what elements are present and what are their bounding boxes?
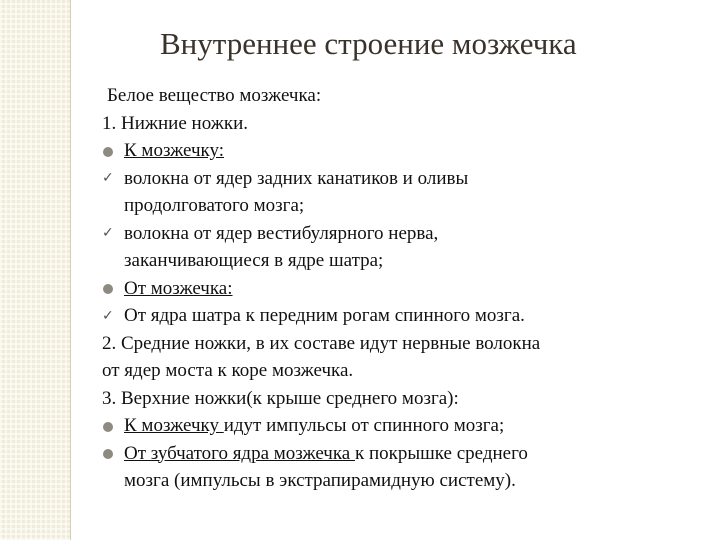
bullet-icon — [102, 275, 122, 302]
checkmark-icon: ✓ — [102, 307, 114, 324]
check-text: волокна от ядер задних канатиков и оливы — [124, 167, 469, 189]
side-divider — [70, 0, 71, 540]
check-text: От ядра шатра к передним рогам спинного мозга. — [124, 305, 525, 326]
line-upper-peduncles: 3. Верхние ножки(к крыше среднего мозга): — [102, 387, 459, 409]
bullet-upper-to-cerebellum — [102, 412, 702, 440]
check-item-tent-nucleus — [102, 302, 702, 330]
line-lower-peduncles: 1. Нижние ножки. — [102, 112, 249, 134]
side-pattern-decoration — [0, 0, 70, 540]
bullet-icon — [102, 440, 122, 467]
check-text: волокна от ядер вестибулярного нерва, — [124, 222, 439, 244]
bullet-icon — [102, 412, 122, 439]
checkmark-icon: ✓ — [102, 170, 114, 187]
checkmark-icon: ✓ — [102, 225, 114, 242]
bullet-dentate-nucleus — [102, 440, 702, 468]
bullet-underlined-text: От зубчатого ядра мозжечка — [124, 442, 355, 464]
line-middle-peduncles-cont: от ядер моста к коре мозжечка. — [102, 360, 354, 381]
line-white-matter: Белое вещество мозжечка: — [107, 85, 322, 106]
slide-content — [102, 82, 702, 495]
bullet-to-cerebellum — [102, 137, 702, 165]
bullet-dentate-nucleus-cont: мозга (импульсы в экстрапирамидную систему). — [124, 470, 516, 491]
bullet-underlined-text: К мозжечку — [124, 415, 224, 436]
check-item-fibers-1-cont: продолговатого мозга; — [124, 195, 305, 216]
slide-title: Внутреннее строение мозжечка — [160, 26, 577, 61]
check-item-fibers-2-cont: заканчивающиеся в ядре шатра; — [124, 250, 384, 271]
bullet-text: К мозжечку: — [124, 140, 224, 161]
bullet-text: идут импульсы от спинного мозга; — [223, 415, 505, 436]
check-item-fibers-1 — [102, 165, 702, 193]
bullet-text: к покрышке среднего — [355, 442, 528, 464]
check-item-fibers-2 — [102, 220, 702, 248]
line-middle-peduncles: 2. Средние ножки, в их составе идут нервные волокна — [102, 332, 541, 354]
bullet-icon — [102, 137, 122, 164]
bullet-text: От мозжечка: — [124, 277, 233, 299]
bullet-from-cerebellum — [102, 275, 702, 303]
